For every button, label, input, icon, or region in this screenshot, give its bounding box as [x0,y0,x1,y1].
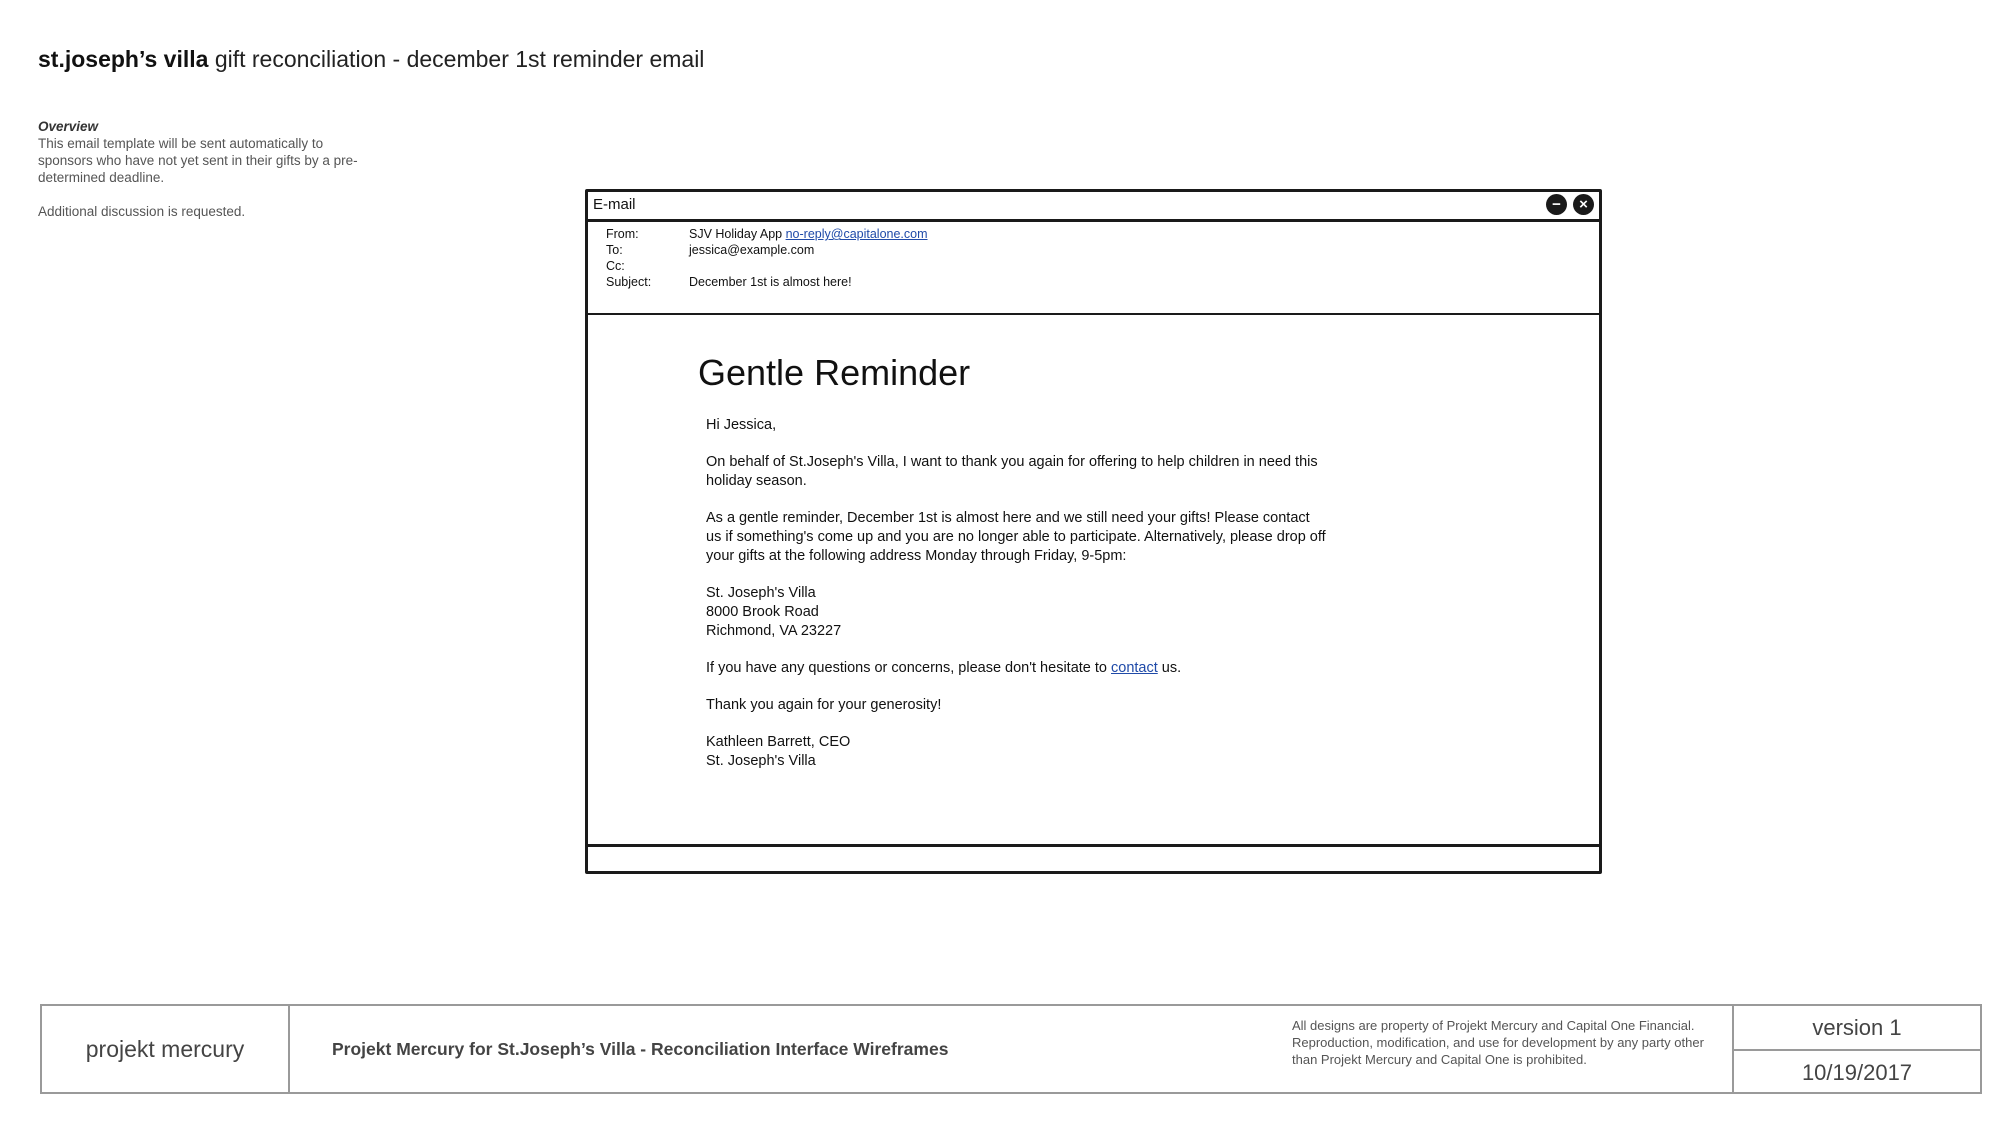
footer-version-block [1732,1006,1980,1092]
email-headers [606,226,1589,306]
page-title-text: gift reconciliation - december 1st reminder email [214,46,705,72]
overview-text: This email template will be sent automatically to sponsors who have not yet sent in their gifts by a pre-determined deadline. [38,136,358,185]
address-line: Richmond, VA 23227 [706,623,842,639]
subject-value[interactable]: December 1st is almost here! [689,275,852,289]
subject-label: Subject: [606,275,652,289]
cc-row [606,258,1589,274]
signature-line: Kathleen Barrett, CEO [706,734,851,750]
from-row [606,226,1589,242]
contact-text-before: If you have any questions or concerns, please don't hesitate to [706,660,1107,676]
footer-titleblock [40,1004,1982,1094]
email-greeting: Hi Jessica, [706,417,777,433]
email-thanks: Thank you again for your generosity! [706,697,942,713]
signature-line: St. Joseph's Villa [706,753,816,769]
from-email-link[interactable]: no-reply@capitalone.com [785,227,928,241]
page-title [38,46,704,73]
email-body [698,352,1326,789]
overview-panel [38,118,368,220]
email-titlebar [588,192,1599,222]
email-status-bar [588,844,1599,871]
cc-label: Cc: [606,259,625,273]
version-label: version 1 [1734,1006,1980,1051]
to-row [606,242,1589,258]
email-window [585,189,1602,874]
subject-row [606,274,1589,290]
to-label: To: [606,243,623,257]
footer-brand: projekt mercury [42,1006,290,1092]
email-address [706,584,1326,641]
address-line: St. Joseph's Villa [706,585,816,601]
from-label: From: [606,227,639,241]
email-signature [706,733,1326,771]
address-line: 8000 Brook Road [706,604,819,620]
email-window-title: E-mail [593,196,636,213]
header-divider [588,313,1599,315]
from-name: SJV Holiday App [689,227,783,241]
email-para-thanks: On behalf of St.Joseph's Villa, I want to thank you again for offering to help children in need this holiday season. [706,454,1318,489]
to-value[interactable]: jessica@example.com [689,243,815,257]
overview-note: Additional discussion is requested. [38,204,246,219]
version-date: 10/19/2017 [1801,1059,1913,1085]
email-heading: Gentle Reminder [698,352,971,393]
contact-link[interactable]: contact [1111,660,1158,676]
contact-text-after: us. [1161,660,1182,676]
email-para-reminder: As a gentle reminder, December 1st is almost here and we still need your gifts! Please contact us if something's come up and you are no longer able to participate. Alternatively, please drop off your gifts at the following address Monday through Friday, 9-5pm: [706,510,1326,564]
from-value [689,226,928,242]
minus-circle-icon[interactable]: − [1546,194,1567,215]
x-circle-icon[interactable]: × [1573,194,1594,215]
footer-project-title: Projekt Mercury for St.Joseph’s Villa - Reconciliation Interface Wireframes [332,1038,949,1059]
overview-heading: Overview [38,119,99,134]
page-title-brand: st.joseph’s villa [38,46,209,72]
email-contact-line [706,659,1326,678]
footer-legal-notice: All designs are property of Projekt Mercury and Capital One Financial. Reproduction, modification, and use for development by any party other than Projekt Mercury and Capital One is prohibited. [1292,1018,1704,1067]
